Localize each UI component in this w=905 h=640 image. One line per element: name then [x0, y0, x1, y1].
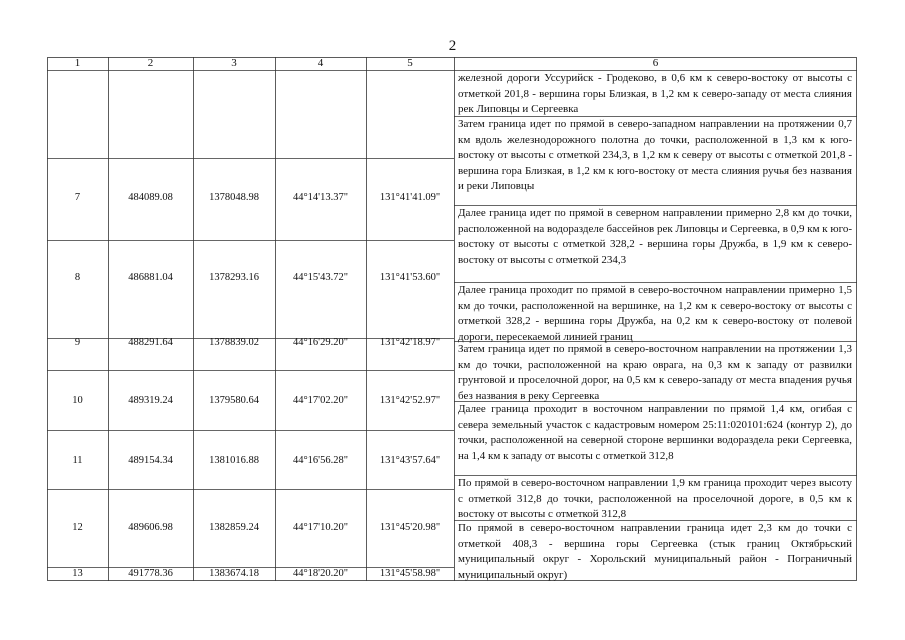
column-header-5: 5: [407, 57, 413, 69]
coord-x: 491778.36: [128, 568, 173, 579]
boundary-description: Далее граница проходит по прямой в северо-восточном направлении примерно 1,5 км до точки, расположенной на вершинке, на 1,2 км к северо-востоку от высоты с отметкой 328,2 - вершина горы Дружба, на 0,2 км к северо-востоку от полевой дороги, пересекаемой линией границ: [458, 284, 852, 343]
coord-y: 1378293.16: [209, 272, 259, 283]
coord-x: 489319.24: [128, 395, 173, 406]
coord-y: 1378839.02: [209, 337, 259, 348]
point-number: 10: [72, 395, 83, 406]
latitude: 44°14'13.37": [292, 192, 348, 203]
page-number: 2: [448, 38, 457, 54]
boundary-description: По прямой в северо-восточном направлении граница идет 2,3 км до точки с отметкой 408,3 - вершина горы Сергеевка (стык границ Октябрьский муниципальный округ - Хорольский муниципальный район - Пограничный муниципальный округ): [458, 522, 852, 581]
column-header-6: 6: [652, 57, 659, 69]
longitude: 131°42'52.97": [379, 395, 441, 406]
boundary-description: Затем граница идет по прямой в северо-западном направлении на протяжении 0,7 км вдоль железнодорожного полотна до точки, расположенной в 1,3 км к юго-востоку от высоты с отметкой 234,3, в 1,2 км к северу от высоты с отметкой 201,8 - вершина гора Близкая, в 1,2 км к юго-востоку от места слияния ручья без названия и реки Липовцы: [458, 118, 852, 193]
column-header-3: 3: [231, 57, 237, 69]
boundary-description: По прямой в северо-восточном направлении 1,9 км граница проходит через высоту с отметкой 312,8 до точки, расположенной на проселочной дороге, в 0,5 км к востоку от высоты с отметкой 312,8: [458, 477, 852, 521]
column-header-4: 4: [317, 57, 324, 69]
coordinates-table: [47, 57, 857, 581]
point-number: 7: [74, 192, 81, 203]
latitude: 44°16'29.20": [292, 337, 348, 348]
latitude: 44°16'56.28": [292, 455, 348, 466]
column-header-2: 2: [147, 57, 154, 69]
point-number: 8: [74, 272, 81, 283]
longitude: 131°45'58.98": [379, 568, 441, 579]
coord-x: 489606.98: [128, 522, 173, 533]
boundary-description: железной дороги Уссурийск - Гродеково, в 0,6 км к северо-востоку от высоты с отметкой 201,8 - вершина горы Близкая, в 1,2 км к северо-западу от места слияния рек Липовцы и Сергеевка: [458, 72, 852, 116]
boundary-description: Далее граница проходит в восточном направлении по прямой 1,4 км, огибая с севера земельный участок с кадастровым номером 25:11:020101:624 (контур 2), до точки, расположенной на северной стороне вершинки водораздела реки Сергеевка, на 1,4 км к западу от высоты с отметкой 312,8: [458, 403, 852, 462]
longitude: 131°45'20.98": [379, 522, 441, 533]
longitude: 131°43'57.64": [379, 455, 441, 466]
latitude: 44°17'10.20": [292, 522, 348, 533]
coord-x: 488291.64: [128, 337, 173, 348]
coord-y: 1378048.98: [209, 192, 259, 203]
longitude: 131°42'18.97": [379, 337, 441, 348]
column-header-1: 1: [74, 57, 81, 69]
coord-y: 1381016.88: [209, 455, 259, 466]
coord-x: 486881.04: [128, 272, 173, 283]
latitude: 44°18'20.20": [292, 568, 348, 579]
latitude: 44°15'43.72": [292, 272, 348, 283]
latitude: 44°17'02.20": [292, 395, 348, 406]
boundary-description: Далее граница идет по прямой в северном направлении примерно 2,8 км до точки, расположенной на водоразделе бассейнов рек Липовцы и Сергеевка, в 0,9 км к юго-востоку от высоты с отметкой 328,2 - вершина горы Дружба, в 1,9 км к северо-востоку от высоты с отметкой 234,3: [458, 207, 853, 266]
longitude: 131°41'53.60": [379, 272, 441, 283]
longitude: 131°41'41.09": [379, 192, 441, 203]
coord-x: 484089.08: [128, 192, 173, 203]
coord-y: 1382859.24: [209, 522, 259, 533]
point-number: 9: [74, 337, 81, 348]
coord-x: 489154.34: [128, 455, 173, 466]
boundary-description: Затем граница идет по прямой в северо-восточном направлении на протяжении 1,3 км до точки, расположенной на краю оврага, на 0,3 км к западу от развилки грунтовой и проселочной дорог, на 0,5 км к северо-западу от места впадения ручья без названия в реку Сергеевка: [458, 343, 852, 402]
coord-y: 1383674.18: [209, 568, 259, 579]
coord-y: 1379580.64: [209, 395, 259, 406]
point-number: 13: [72, 568, 83, 579]
point-number: 11: [72, 455, 83, 466]
point-number: 12: [72, 522, 83, 533]
